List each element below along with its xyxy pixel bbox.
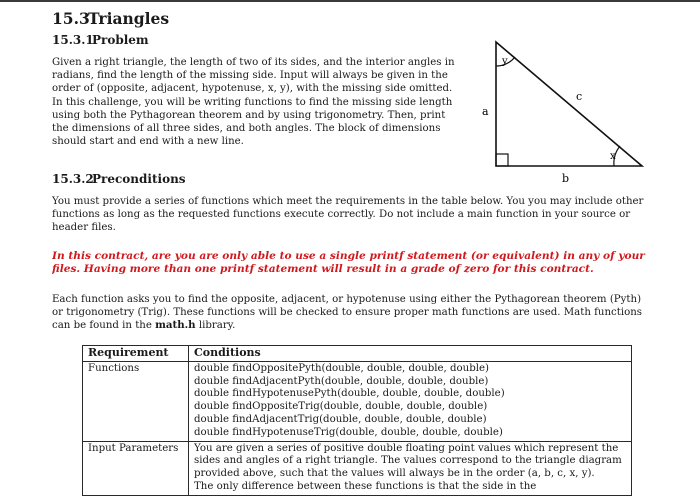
preconditions-title: Preconditions xyxy=(92,172,186,186)
warning-line: files. Having more than one printf statement will result in a grade of zero for this contract. xyxy=(52,263,594,276)
problem-number: 15.3.1 xyxy=(52,33,94,47)
functions-list xyxy=(189,361,632,441)
problem-line: order of (opposite, adjacent, hypotenuse, x, y), with the missing side omitted. xyxy=(52,83,453,95)
table-row-input-parameters xyxy=(83,441,632,495)
function-signature: double findAdjacentTrig(double, double, double, double) xyxy=(194,413,487,425)
problem-line: In this challenge, you will be writing functions to find the missing side length xyxy=(52,96,453,108)
intro-line: header files. xyxy=(52,222,116,234)
library-post: library. xyxy=(195,320,236,332)
library-name: math.h xyxy=(155,319,196,332)
table-header-row xyxy=(83,346,632,362)
function-signature: double findHypotenusePyth(double, double, double, double) xyxy=(194,388,505,400)
label-c: c xyxy=(576,90,583,103)
preconditions-number: 15.3.2 xyxy=(52,172,94,186)
triangle-diagram xyxy=(482,38,652,188)
triangle-outline xyxy=(496,42,642,166)
header-requirement: Requirement xyxy=(83,346,189,362)
section-title: Triangles xyxy=(88,9,170,28)
preconditions-intro xyxy=(52,195,664,235)
params-line: sides and angles of a right triangle. The values correspond to the triangle diagram xyxy=(194,455,622,467)
description-line xyxy=(52,319,664,332)
problem-line: should start and end with a new line. xyxy=(52,136,244,148)
warning-line: In this contract, are you are only able to use a single printf statement (or equivalent) in any of your xyxy=(52,250,645,262)
section-number: 15.3 xyxy=(52,9,90,28)
function-signature: double findOppositePyth(double, double, double, double) xyxy=(194,362,490,374)
section-heading xyxy=(52,9,169,28)
label-a: a xyxy=(482,105,489,118)
page-top-rule xyxy=(0,0,700,2)
right-angle-marker xyxy=(496,154,508,166)
header-conditions: Conditions xyxy=(189,346,632,362)
function-signature: double findAdjacentPyth(double, double, double, double) xyxy=(194,375,489,387)
problem-line: radians, find the length of the missing side. Input will always be given in the xyxy=(52,70,448,82)
problem-title: Problem xyxy=(92,33,149,47)
input-parameters-text xyxy=(189,441,632,495)
input-parameters-label: Input Parameters xyxy=(83,441,189,495)
problem-line: the dimensions of all three sides, and both angles. The block of dimensions xyxy=(52,123,441,135)
requirements-table xyxy=(82,345,632,496)
intro-line: You must provide a series of functions which meet the requirements in the table below. You you may include other xyxy=(52,196,644,207)
description-line: or trigonometry (Trig). These functions will be checked to ensure proper math functions are used. Math functions xyxy=(52,307,643,319)
label-y: y xyxy=(502,56,508,67)
label-b: b xyxy=(562,172,570,185)
problem-line: using both the Pythagorean theorem and by using trigonometry. Then, print xyxy=(52,109,446,121)
description-line: Each function asks you to find the opposite, adjacent, or hypotenuse using either the Pythagorean theorem (Pyth) xyxy=(52,294,642,305)
library-pre: can be found in the xyxy=(52,320,156,332)
function-signature: double findHypotenuseTrig(double, double, double, double) xyxy=(194,426,503,438)
params-line: You are given a series of positive double floating point values which represent the xyxy=(194,442,619,454)
params-line: The only difference between these functions is that the side in the xyxy=(194,480,537,492)
printf-warning xyxy=(52,250,664,276)
table-row-functions xyxy=(83,361,632,441)
functions-description xyxy=(52,293,664,333)
params-line: provided above, such that the values will always be in the order (a, b, c, x, y). xyxy=(194,468,595,480)
problem-paragraph xyxy=(52,56,472,148)
problem-line: Given a right triangle, the length of two of its sides, and the interior angles in xyxy=(52,57,455,68)
intro-line: functions as long as the requested functions execute correctly. Do not include a main function in your source or xyxy=(52,209,631,221)
functions-label: Functions xyxy=(83,361,189,441)
preconditions-heading xyxy=(52,172,186,186)
problem-heading xyxy=(52,33,149,47)
label-x: x xyxy=(610,151,616,162)
function-signature: double findOppositeTrig(double, double, double, double) xyxy=(194,401,488,413)
